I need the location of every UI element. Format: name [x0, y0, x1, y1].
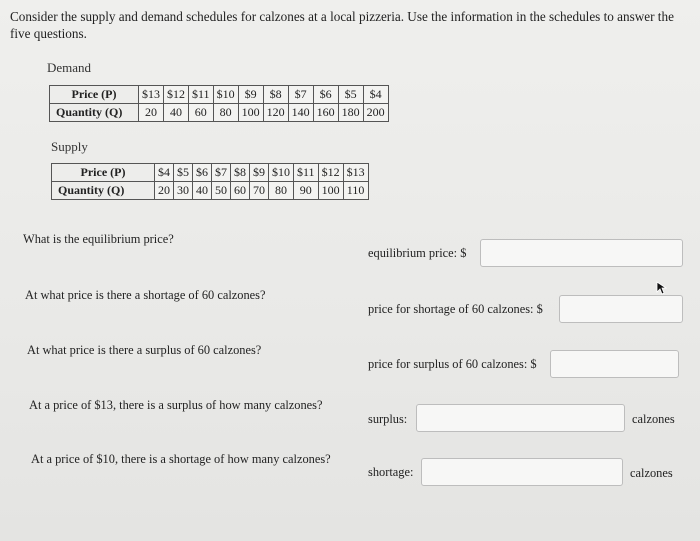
supply-quantity-cell: 20	[155, 182, 174, 200]
demand-quantity-cell: 40	[164, 104, 189, 122]
demand-price-cell: $10	[213, 86, 238, 104]
supply-quantity-cell: 30	[174, 182, 193, 200]
mouse-cursor-icon	[656, 281, 668, 295]
supply-price-cell: $13	[343, 164, 368, 182]
surplus-label: surplus:	[368, 412, 408, 426]
demand-quantity-cell: 100	[238, 104, 263, 122]
question-surplus-quantity: At a price of $13, there is a surplus of how many calzones?	[29, 398, 323, 412]
demand-price-cell: $11	[189, 86, 214, 104]
question-equilibrium-price: What is the equilibrium price?	[23, 232, 174, 246]
question-shortage-quantity: At a price of $10, there is a shortage of how many calzones?	[31, 452, 331, 466]
demand-quantity-cell: 60	[189, 104, 214, 122]
demand-price-cell: $6	[313, 86, 338, 104]
supply-price-cell: $5	[174, 164, 193, 182]
demand-price-cell: $5	[338, 86, 363, 104]
demand-price-cell: $9	[238, 86, 263, 104]
demand-quantity-cell: 140	[288, 104, 313, 122]
equilibrium-price-input[interactable]	[480, 239, 683, 267]
demand-price-cell: $12	[164, 86, 189, 104]
shortage-price-label: price for shortage of 60 calzones: $	[368, 302, 543, 316]
shortage-label: shortage:	[368, 465, 414, 479]
equilibrium-price-label: equilibrium price: $	[368, 246, 467, 260]
intro-line-2: five questions.	[10, 26, 87, 41]
supply-price-cell: $12	[318, 164, 343, 182]
question-surplus-price: At what price is there a surplus of 60 calzones?	[27, 343, 262, 357]
demand-table	[49, 85, 389, 122]
supply-price-row	[52, 164, 369, 182]
supply-price-cell: $4	[155, 164, 174, 182]
surplus-price-label: price for surplus of 60 calzones: $	[368, 357, 537, 371]
supply-quantity-cell: 50	[212, 182, 231, 200]
intro-text	[10, 8, 694, 42]
demand-quantity-cell: 200	[363, 104, 388, 122]
demand-price-header: Price (P)	[50, 86, 139, 104]
supply-price-header: Price (P)	[52, 164, 155, 182]
surplus-unit: calzones	[632, 412, 675, 426]
demand-quantity-cell: 120	[263, 104, 288, 122]
supply-quantity-cell: 60	[231, 182, 250, 200]
intro-line-1: Consider the supply and demand schedules for calzones at a local pizzeria. Use the information in the schedules to answer the	[10, 9, 674, 24]
supply-quantity-cell: 110	[343, 182, 368, 200]
supply-quantity-cell: 100	[318, 182, 343, 200]
supply-price-cell: $10	[269, 164, 294, 182]
surplus-input[interactable]	[416, 404, 625, 432]
demand-quantity-cell: 160	[313, 104, 338, 122]
demand-price-row	[50, 86, 389, 104]
supply-quantity-row	[52, 182, 369, 200]
demand-price-cell: $7	[288, 86, 313, 104]
demand-quantity-cell: 180	[338, 104, 363, 122]
surplus-price-input[interactable]	[550, 350, 679, 378]
supply-quantity-cell: 90	[294, 182, 319, 200]
supply-price-cell: $7	[212, 164, 231, 182]
supply-price-cell: $9	[250, 164, 269, 182]
question-shortage-price: At what price is there a shortage of 60 calzones?	[25, 288, 266, 302]
supply-quantity-header: Quantity (Q)	[52, 182, 155, 200]
supply-quantity-cell: 40	[193, 182, 212, 200]
supply-label: Supply	[51, 139, 88, 154]
shortage-input[interactable]	[421, 458, 623, 486]
shortage-price-input[interactable]	[559, 295, 683, 323]
supply-price-cell: $11	[294, 164, 319, 182]
demand-quantity-cell: 80	[213, 104, 238, 122]
supply-quantity-cell: 70	[250, 182, 269, 200]
demand-price-cell: $4	[363, 86, 388, 104]
demand-quantity-header: Quantity (Q)	[50, 104, 139, 122]
demand-quantity-row	[50, 104, 389, 122]
demand-quantity-cell: 20	[139, 104, 164, 122]
demand-price-cell: $8	[263, 86, 288, 104]
supply-price-cell: $6	[193, 164, 212, 182]
demand-label: Demand	[47, 60, 92, 75]
demand-price-cell: $13	[139, 86, 164, 104]
shortage-unit: calzones	[630, 466, 673, 480]
supply-table	[51, 163, 369, 200]
supply-quantity-cell: 80	[269, 182, 294, 200]
supply-price-cell: $8	[231, 164, 250, 182]
